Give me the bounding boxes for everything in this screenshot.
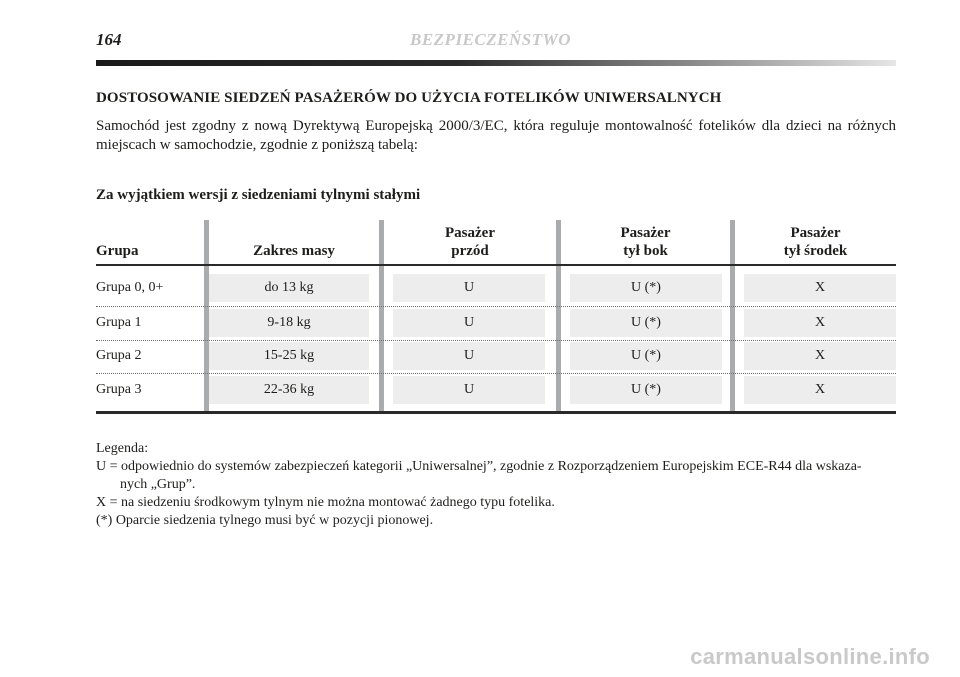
- legend-u-line1: U = odpowiednio do systemów zabezpieczeń kategorii „Uniwersalnej”, zgodnie z Rozporządzeniem Europejskim ECE-R44 dla wskaza-: [96, 459, 862, 474]
- rear-side-cell: U (*): [570, 342, 722, 370]
- header-rear-center-passenger: [735, 224, 896, 260]
- group-cell: Grupa 0, 0+: [96, 280, 164, 295]
- table-bottom-rule: [96, 411, 896, 414]
- watermark: carmanualsonline.info: [690, 644, 930, 669]
- section-title: DOSTOSOWANIE SIEDZEŃ PASAŻERÓW DO UŻYCIA FOTELIKÓW UNIWERSALNYCH: [96, 90, 722, 106]
- header-rear-center-line2: tył środek: [783, 243, 848, 259]
- rear-side-cell: U (*): [570, 376, 722, 404]
- rear-center-cell: X: [744, 376, 896, 404]
- header-rear-side-line1: Pasażer: [620, 225, 671, 241]
- legend-u-line2: nych „Grup”.: [120, 477, 196, 492]
- header-front-passenger: [384, 224, 556, 260]
- row-separator: [96, 340, 896, 341]
- rear-center-cell: X: [744, 342, 896, 370]
- header-mass-range: Zakres masy: [253, 243, 335, 259]
- rear-side-cell: U (*): [570, 274, 722, 302]
- legend-title: Legenda:: [96, 441, 149, 456]
- rear-center-cell: X: [744, 309, 896, 337]
- group-cell: Grupa 2: [96, 348, 142, 363]
- legend: [96, 440, 896, 530]
- table-subtitle: Za wyjątkiem wersji z siedzeniami tylnymi stałymi: [96, 187, 421, 203]
- child-seat-table: [96, 220, 896, 414]
- header-rule: [96, 264, 896, 266]
- mass-cell: do 13 kg: [209, 274, 369, 302]
- mass-cell: 22-36 kg: [209, 376, 369, 404]
- page-number: 164: [96, 30, 122, 49]
- header-front-line2: przód: [451, 243, 489, 259]
- mass-cell: 9-18 kg: [209, 309, 369, 337]
- running-title: BEZPIECZEŃSTWO: [410, 30, 571, 49]
- legend-x-line: X = na siedzeniu środkowym tylnym nie można montować żadnego typu fotelika.: [96, 495, 555, 510]
- legend-note-line: (*) Oparcie siedzenia tylnego musi być w pozycji pionowej.: [96, 513, 434, 528]
- front-cell: U: [393, 342, 545, 370]
- group-cell: Grupa 3: [96, 382, 142, 397]
- group-cell: Grupa 1: [96, 315, 142, 330]
- row-separator: [96, 306, 896, 307]
- header-rear-side-passenger: [561, 224, 730, 260]
- header-rear-center-line1: Pasażer: [790, 225, 841, 241]
- front-cell: U: [393, 309, 545, 337]
- front-cell: U: [393, 376, 545, 404]
- mass-cell: 15-25 kg: [209, 342, 369, 370]
- rear-center-cell: X: [744, 274, 896, 302]
- rear-side-cell: U (*): [570, 309, 722, 337]
- header-front-line1: Pasażer: [445, 225, 495, 241]
- intro-paragraph: Samochód jest zgodny z nową Dyrektywą Europejską 2000/3/EC, która reguluje montowalność fotelików dla dzieci na różnych miejscach w samochodzie, zgodnie z poniższą tabelą:: [96, 118, 896, 153]
- front-cell: U: [393, 274, 545, 302]
- header-group: Grupa: [96, 243, 139, 259]
- row-separator: [96, 373, 896, 374]
- header-rear-side-line2: tył bok: [623, 243, 668, 259]
- header-rule: [96, 60, 896, 66]
